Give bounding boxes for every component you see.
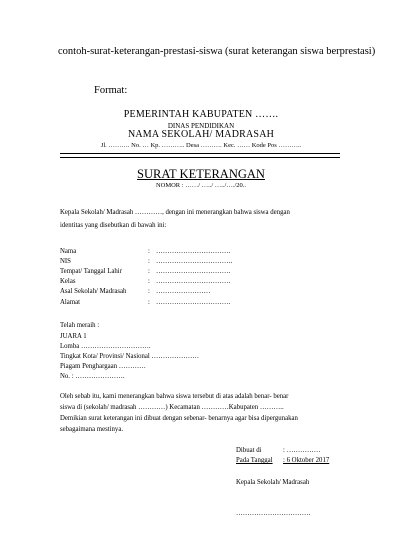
closing-line-4: sebagaimana mestinya. <box>60 426 124 433</box>
achievement-level: Tingkat Kota/ Provinsi/ Nasional ………………… <box>60 353 200 360</box>
closing-line-1: Oleh sebab itu, kami menerangkan bahwa siswa tersebut di atas adalah benar- benar <box>60 393 289 400</box>
closing-line-3: Demikian surat keterangan ini dibuat dengan sebenar- benarnya agar bisa dipergunakan <box>60 415 298 422</box>
field-label-ttl: Tempat/ Tanggal Lahir <box>60 268 122 275</box>
kop-address: Jl. ………. No. … Kp. ……….. Desa ………. Kec. …… Kode Pos ……….. <box>100 142 302 149</box>
achievement-certificate: Piagam Penghargaan ………… <box>60 363 146 370</box>
letter-number: NOMOR : ……/ …../ …../…./20.. <box>155 182 247 189</box>
field-value-kelas: …………………………… <box>156 278 231 285</box>
field-colon: : <box>148 248 150 255</box>
closing-line-2: siswa di (sekolah/ madrasah …………) Kecamatan …………Kabupaten ……….. <box>60 404 284 411</box>
dibuat-label: Dibuat di <box>236 447 262 454</box>
signatory-name-line: …………………………… <box>236 510 311 517</box>
kop-government: PEMERINTAH KABUPATEN ……. <box>123 109 279 120</box>
format-label: Format: <box>94 85 128 96</box>
signatory-role: Kepala Sekolah/ Madrasah <box>236 479 310 486</box>
field-label-alamat: Alamat <box>60 299 81 306</box>
tanggal-label: Pada Tanggal <box>236 457 273 464</box>
field-label-asal-sekolah: Asal Sekolah/ Madrasah <box>60 288 127 295</box>
field-colon: : <box>148 278 150 285</box>
field-value-nama: …………………………… <box>156 248 231 255</box>
field-value-alamat: …………………………… <box>156 299 231 306</box>
field-label-kelas: Kelas <box>60 278 76 285</box>
dibuat-value: : …………… <box>283 447 321 454</box>
intro-caption: contoh-surat-keterangan-prestasi-siswa (surat keterangan siswa berprestasi) <box>58 46 376 57</box>
opening-line-2: identitas yang disebutkan di bawah ini: <box>60 222 167 229</box>
opening-line-1: Kepala Sekolah/ Madrasah …………, dengan ini menerangkan bahwa siswa dengan <box>60 209 290 216</box>
field-value-asal-sekolah: …………………… <box>156 288 211 295</box>
achievement-competition: Lomba …………………………. <box>60 343 151 350</box>
achievement-heading: Telah meraih : <box>60 322 100 329</box>
letterhead-rule-thin <box>60 157 340 158</box>
field-colon: : <box>148 288 150 295</box>
field-label-nama: Nama <box>60 248 77 255</box>
field-colon: : <box>148 258 150 265</box>
kop-school-name: NAMA SEKOLAH/ MADRASAH <box>127 129 275 140</box>
field-value-nis: ……………………………. <box>156 258 233 265</box>
field-value-ttl: …………………………… <box>156 268 231 275</box>
field-colon: : <box>148 299 150 306</box>
achievement-number: No. : …………………. <box>60 373 125 380</box>
letter-title: SURAT KETERANGAN <box>137 167 265 181</box>
kop-department: DINAS PENDIDIKAN <box>167 122 235 130</box>
letterhead-rule-thick <box>60 153 340 154</box>
field-label-nis: NIS <box>60 258 71 265</box>
achievement-rank: JUARA 1 <box>60 333 87 340</box>
field-colon: : <box>148 268 150 275</box>
tanggal-value: : 6 Oktober 2017 <box>283 457 330 464</box>
